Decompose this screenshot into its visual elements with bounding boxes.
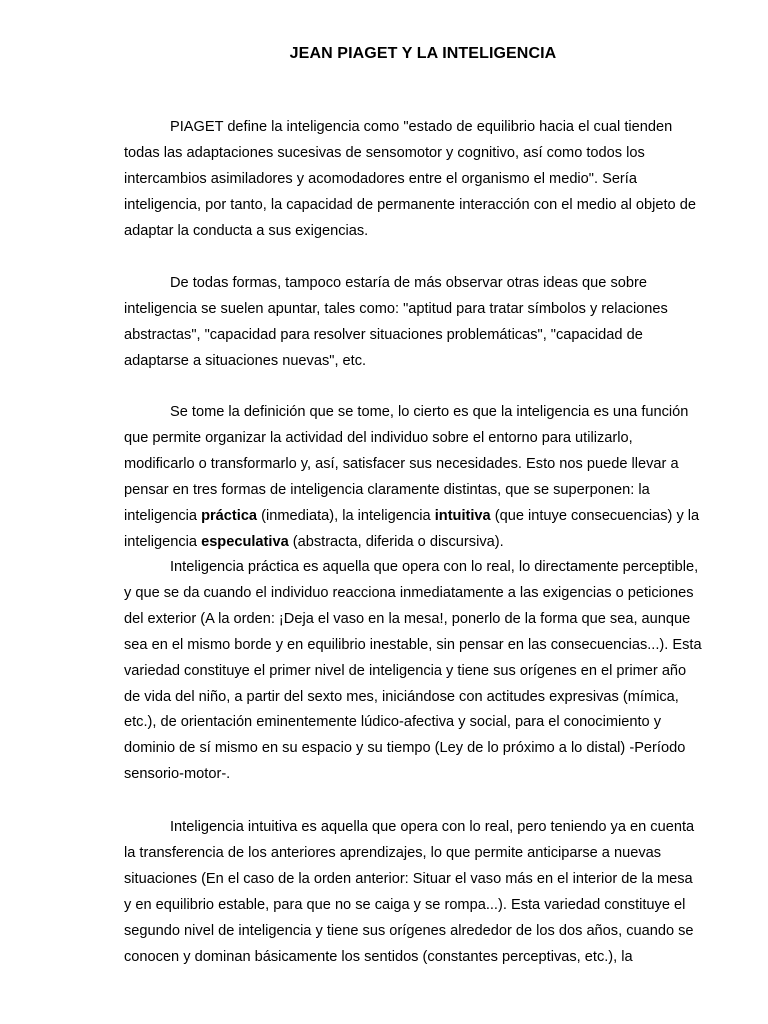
paragraph-line: conocen y dominan básicamente los sentidos (constantes perceptivas, etc.), la <box>124 948 633 965</box>
paragraph-line: situaciones (En el caso de la orden anterior: Situar el vaso más en el interior de la mesa <box>124 870 693 887</box>
paragraph-line: PIAGET define la inteligencia como "estado de equilibrio hacia el cual tienden <box>170 119 673 135</box>
paragraph-line: del exterior (A la orden: ¡Deja el vaso en la mesa!, ponerlo de la forma que sea, aunque <box>124 610 691 627</box>
paragraph-line: De todas formas, tampoco estaría de más observar otras ideas que sobre <box>170 275 647 291</box>
paragraph-3 <box>124 400 724 555</box>
paragraph-line: modificarlo o transformarlo y, así, satisfacer sus necesidades. Esto nos puede llevar a <box>124 455 679 472</box>
document-title: JEAN PIAGET Y LA INTELIGENCIA <box>289 45 557 62</box>
paragraph-line: variedad constituye el primer nivel de inteligencia y tiene sus orígenes en el primer año <box>124 662 687 679</box>
paragraph-line: la transferencia de los anteriores aprendizajes, lo que permite anticiparse a nuevas <box>124 844 662 861</box>
text-run: inteligencia <box>124 533 202 550</box>
paragraph-line: todas las adaptaciones sucesivas de sensomotor y cognitivo, así como todos los <box>124 144 645 161</box>
bold-term-intuitiva: intuitiva <box>434 507 491 524</box>
paragraph-line: inteligencia se suelen apuntar, tales como: "aptitud para tratar símbolos y relaciones <box>124 300 668 317</box>
paragraph-line: inteligencia, por tanto, la capacidad de permanente interacción con el medio al objeto de <box>124 196 696 213</box>
paragraph-line: Inteligencia intuitiva es aquella que opera con lo real, pero teniendo ya en cuenta <box>170 819 695 835</box>
paragraph-4 <box>124 555 724 788</box>
paragraph-line: pensar en tres formas de inteligencia claramente distintas, que se superponen: la <box>124 481 650 498</box>
bold-term-practica: práctica <box>201 507 258 524</box>
paragraph-line: abstractas", "capacidad para resolver situaciones problemáticas", "capacidad de <box>124 326 643 343</box>
text-run: (abstracta, diferida o discursiva). <box>288 533 504 550</box>
paragraph-line: Inteligencia práctica es aquella que opera con lo real, lo directamente perceptible, <box>170 559 699 575</box>
paragraph-line: Se tome la definición que se tome, lo cierto es que la inteligencia es una función <box>170 404 689 420</box>
paragraph-1 <box>124 115 724 245</box>
text-run: (que intuye consecuencias) y la <box>490 507 700 524</box>
paragraph-line: sea en el mismo borde y en equilibrio inestable, sin pensar en las consecuencias...). Esta <box>124 636 702 653</box>
text-run: (inmediata), la inteligencia <box>257 507 435 524</box>
paragraph-line: etc.), de orientación eminentemente lúdico-afectiva y social, para el conocimiento y <box>124 714 662 731</box>
paragraph-line: y en equilibrio estable, para que no se caiga y se rompa...). Esta variedad constituye el <box>124 896 686 913</box>
paragraph-line: adaptarse a situaciones nuevas", etc. <box>124 352 367 369</box>
paragraph-line: que permite organizar la actividad del individuo sobre el entorno para utilizarlo, <box>124 429 633 446</box>
text-run: inteligencia <box>124 507 202 524</box>
paragraph-5 <box>124 815 724 970</box>
paragraph-line: intercambios asimiladores y acomodadores entre el organismo el medio". Sería <box>124 170 637 187</box>
paragraph-line: dominio de sí mismo en su espacio y su tiempo (Ley de lo próximo a lo distal) -Período <box>124 740 686 757</box>
paragraph-2 <box>124 271 724 375</box>
bold-term-especulativa: especulativa <box>201 533 289 550</box>
paragraph-line <box>124 504 724 530</box>
paragraph-line: segundo nivel de inteligencia y tiene sus orígenes alrededor de los dos años, cuando se <box>124 922 694 939</box>
paragraph-line: adaptar la conducta a sus exigencias. <box>124 222 369 239</box>
paragraph-line: y que se da cuando el individuo reacciona inmediatamente a las exigencias o peticiones <box>124 584 694 601</box>
paragraph-line: sensorio-motor-. <box>124 766 231 783</box>
paragraph-line: de vida del niño, a partir del sexto mes, iniciándose con actitudes expresivas (mímica, <box>124 688 679 705</box>
paragraph-line <box>124 530 724 556</box>
